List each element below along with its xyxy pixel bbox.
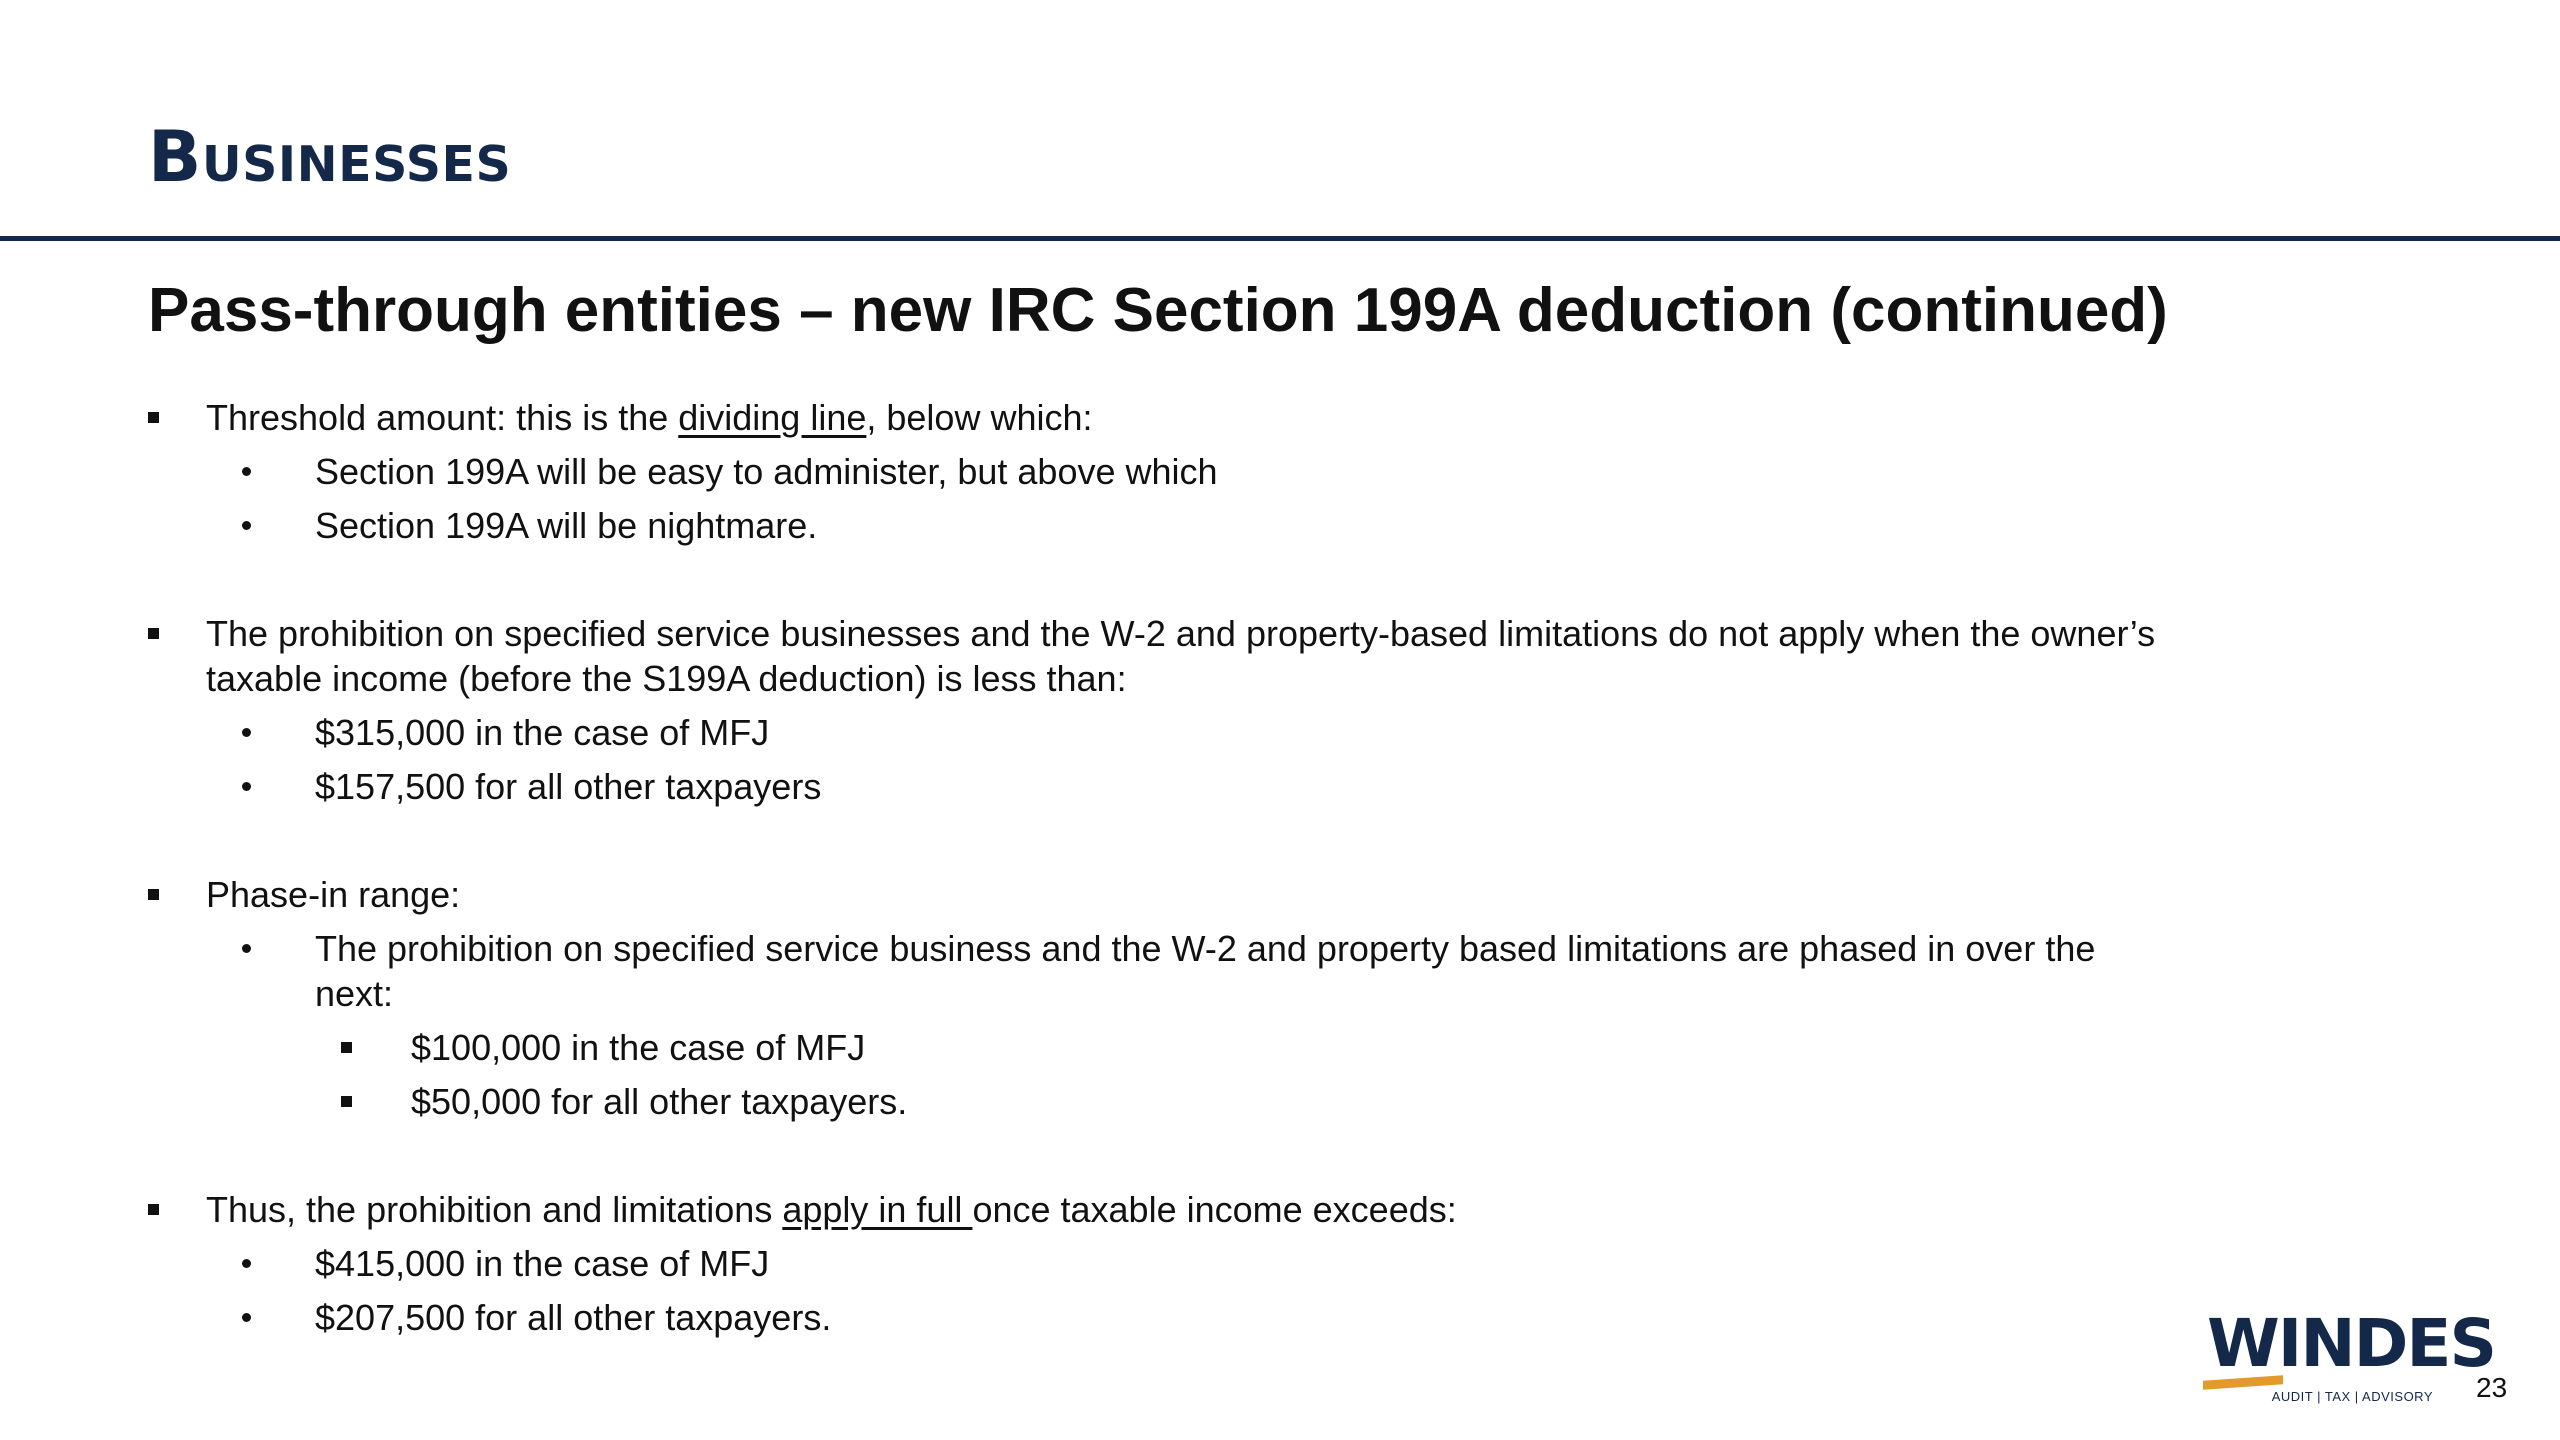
list-item — [148, 1241, 2248, 1295]
square-bullet-icon — [148, 611, 159, 656]
dot-bullet-icon — [242, 1295, 251, 1340]
bullet-apply-in-full — [148, 1187, 2248, 1241]
list-item — [148, 1079, 2248, 1133]
list-item — [148, 503, 2248, 557]
dot-bullet-icon — [242, 764, 251, 809]
dot-bullet-icon — [242, 503, 251, 548]
phase-in-sub-text: The prohibition on specified service business and the W-2 and property based limitations are phased in over the next: — [315, 928, 2096, 1014]
full-text-after: once taxable income exceeds: — [972, 1189, 1457, 1230]
logo-tagline: AUDIT | TAX | ADVISORY — [2271, 1389, 2433, 1404]
page-number: 23 — [2476, 1372, 2508, 1403]
square-bullet-icon — [341, 1079, 352, 1124]
list-item-text: $50,000 for all other taxpayers. — [411, 1081, 908, 1122]
list-item-text: $100,000 in the case of MFJ — [411, 1027, 866, 1068]
bullet-threshold — [148, 395, 2248, 449]
full-underlined: apply in full — [782, 1189, 973, 1230]
list-item — [148, 1025, 2248, 1079]
threshold-text-after: , below which: — [866, 397, 1093, 438]
list-item-text: $415,000 in the case of MFJ — [315, 1243, 770, 1284]
threshold-text-before: Threshold amount: this is the — [206, 397, 679, 438]
title-divider — [0, 236, 2560, 241]
dot-bullet-icon — [242, 449, 251, 494]
list-item-text: $315,000 in the case of MFJ — [315, 712, 770, 753]
bullet-phase-in — [148, 872, 2248, 926]
threshold-underlined: dividing line — [678, 397, 867, 438]
list-item — [148, 449, 2248, 503]
dot-bullet-icon — [242, 1241, 251, 1286]
list-item — [148, 1295, 2248, 1349]
full-text-before: Thus, the prohibition and limitations — [206, 1189, 783, 1230]
list-item-text: $207,500 for all other taxpayers. — [315, 1297, 832, 1338]
prohibition-text: The prohibition on specified service businesses and the W-2 and property-based limitations do not apply when the owner’s taxable income (before the S199A deduction) is less than: — [206, 613, 2156, 699]
bullet-prohibition — [148, 611, 2248, 710]
square-bullet-icon — [148, 395, 159, 440]
list-item — [148, 926, 2248, 1025]
square-bullet-icon — [148, 872, 159, 917]
slide-title: Businesses — [148, 116, 512, 198]
list-item-text: Section 199A will be nightmare. — [315, 505, 818, 546]
slide-subtitle: Pass-through entities – new IRC Section 199A deduction (continued) — [148, 276, 2168, 345]
bullet-list — [148, 395, 2248, 1349]
dot-bullet-icon — [242, 926, 251, 971]
dot-bullet-icon — [242, 710, 251, 755]
list-item-text: Section 199A will be easy to administer, but above which — [315, 451, 1218, 492]
list-item — [148, 710, 2248, 764]
phase-in-text: Phase-in range: — [206, 874, 461, 915]
square-bullet-icon — [148, 1187, 159, 1232]
square-bullet-icon — [341, 1025, 352, 1070]
list-item-text: $157,500 for all other taxpayers — [315, 766, 822, 807]
logo-wordmark: WINDES — [2207, 1305, 2495, 1382]
list-item — [148, 764, 2248, 818]
